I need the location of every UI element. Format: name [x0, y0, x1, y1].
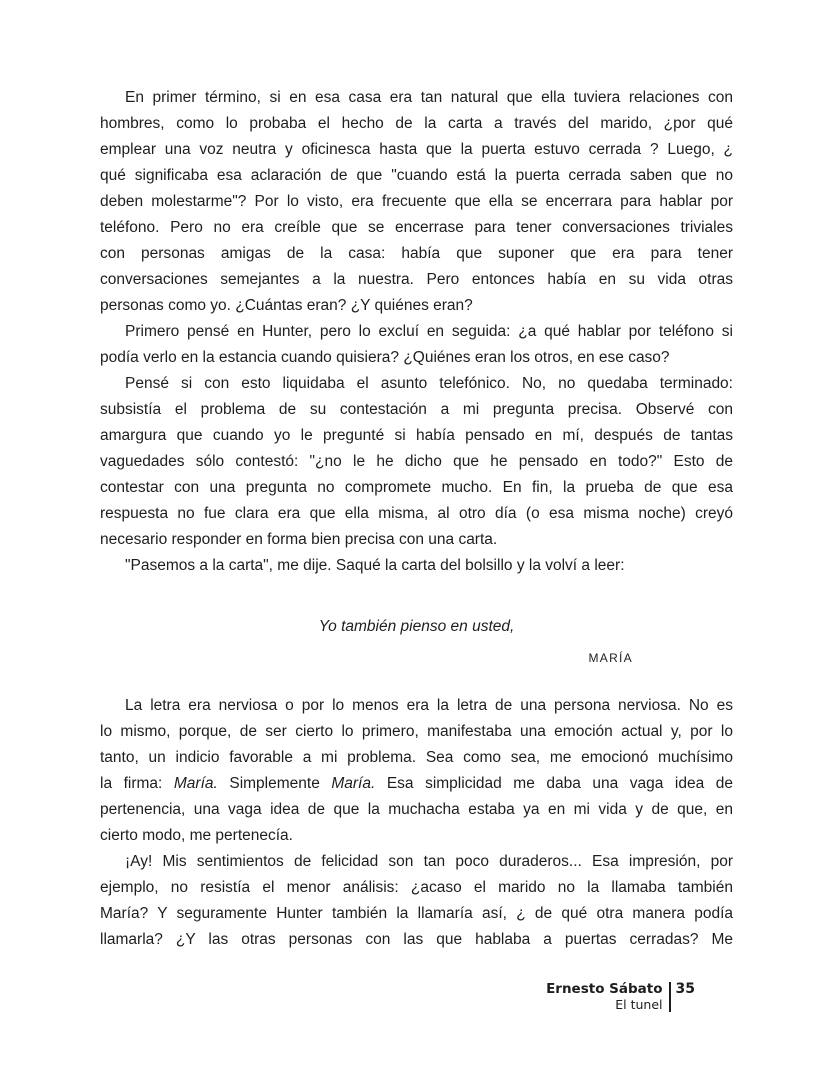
- text-line: La letra era nerviosa o por lo menos era la letra de una persona nerviosa. No es: [125, 697, 733, 714]
- body-text: [100, 85, 733, 953]
- paragraphs-before-letter: [100, 85, 733, 579]
- text-line: con personas amigas de la casa: había que suponer que era para tener: [100, 245, 733, 262]
- text-line: Primero pensé en Hunter, pero lo excluí en seguida: ¿a qué hablar por teléfono si: [125, 323, 733, 340]
- italic-text-segment: María.: [331, 775, 376, 792]
- text-line: Pensé si con esto liquidaba el asunto telefónico. No, no quedaba terminado:: [125, 375, 733, 392]
- letter-signature: MARÍA: [588, 651, 633, 665]
- paragraph: [100, 553, 733, 579]
- paragraph: [100, 371, 733, 553]
- text-line: necesario responder en forma bien precisa con una carta.: [100, 531, 498, 548]
- footer-book-title: El tunel: [615, 997, 663, 1012]
- text-line: teléfono. Pero no era creíble que se encerrase para tener conversaciones triviales: [100, 219, 733, 236]
- footer-author-title-block: [546, 982, 668, 1012]
- text-line: personas como yo. ¿Cuántas eran? ¿Y quiénes eran?: [100, 297, 473, 314]
- letter-quote-line: Yo también pienso en usted,: [318, 618, 515, 635]
- text-line: ¡Ay! Mis sentimientos de felicidad son tan poco duraderos... Esa impresión, por: [125, 853, 733, 870]
- paragraph: [100, 693, 733, 849]
- text-line: [100, 771, 733, 797]
- paragraph: [100, 849, 733, 953]
- text-line: subsistía el problema de su contestación a mi pregunta precisa. Observé con: [100, 401, 733, 418]
- paragraph: [100, 319, 733, 371]
- text-line: lo mismo, porque, de ser cierto lo primero, manifestaba una emoción actual y, por lo: [100, 723, 733, 740]
- text-line: respuesta no fue clara era que ella misma, al otro día (o esa misma noche) creyó: [100, 505, 733, 522]
- text-line: amargura que cuando yo le pregunté si había pensado en mí, después de tantas: [100, 427, 733, 444]
- text-line: podía verlo en la estancia cuando quisiera? ¿Quiénes eran los otros, en ese caso?: [100, 349, 670, 366]
- text-line: cierto modo, me pertenecía.: [100, 827, 293, 844]
- text-line: pertenencia, una vaga idea de que la muchacha estaba ya en mi vida y de que, en: [100, 801, 733, 818]
- text-segment: Simplemente: [217, 775, 332, 792]
- text-line: En primer término, si en esa casa era tan natural que ella tuviera relaciones con: [125, 89, 733, 106]
- text-line: "Pasemos a la carta", me dije. Saqué la carta del bolsillo y la volví a leer:: [125, 557, 625, 574]
- paragraphs-after-letter: [100, 693, 733, 953]
- footer-author: Ernesto Sábato: [546, 981, 663, 997]
- text-line: llamarla? ¿Y las otras personas con las que hablaba a puertas cerradas? Me: [100, 931, 733, 948]
- text-line: conversaciones semejantes a la nuestra. Pero entonces había en su vida otras: [100, 271, 733, 288]
- text-segment: Esa simplicidad me daba una vaga idea de: [375, 775, 733, 792]
- text-line: María? Y seguramente Hunter también la llamaría así, ¿ de qué otra manera podía: [100, 905, 733, 922]
- text-line: tanto, un indicio favorable a mi problema. Sea como sea, me emocionó muchísimo: [100, 749, 733, 766]
- page-footer: [546, 982, 695, 1012]
- footer-page-number: 35: [675, 981, 695, 997]
- text-line: ejemplo, no resistía el menor análisis: ¿acaso el marido no la llamaba también: [100, 879, 733, 896]
- text-line: qué significaba esa aclaración de que "cuando está la puerta cerrada saben que no: [100, 167, 733, 184]
- text-line: vaguedades sólo contestó: "¿no le he dicho que he pensado en todo?" Esto de: [100, 453, 733, 470]
- text-line: emplear una voz neutra y oficinesca hasta que la puerta estuvo cerrada ? Luego, ¿: [100, 141, 733, 158]
- text-line: deben molestarme"? Por lo visto, era frecuente que ella se encerrara para hablar por: [100, 193, 733, 210]
- text-line: contestar con una pregunta no compromete mucho. En fin, la prueba de que esa: [100, 479, 733, 496]
- italic-text-segment: María.: [173, 775, 218, 792]
- text-segment: la firma:: [100, 775, 174, 792]
- paragraph: [100, 85, 733, 319]
- text-line: hombres, como lo probaba el hecho de la carta a través del marido, ¿por qué: [100, 115, 733, 132]
